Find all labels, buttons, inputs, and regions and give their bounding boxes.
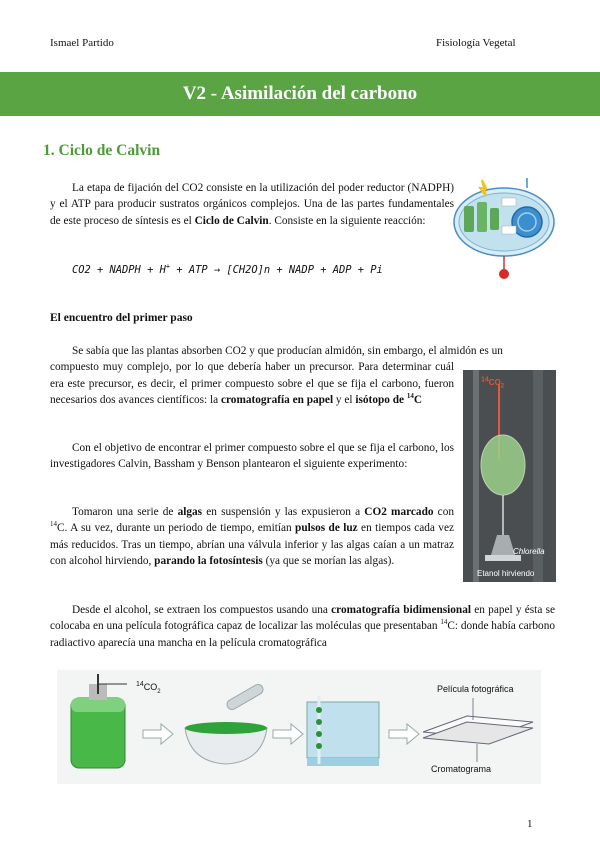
intro-paragraph: La etapa de fijación del CO2 consiste en la utilización del poder reductor (NADPH) y el ATP para producir sustratos orgánicos complejos. Una de las partes fundamentales de este proceso de síntesis es el Ciclo de Calvin. Consiste en la siguiente reacción: bbox=[50, 182, 454, 227]
co2-photo-label: $^{14}CO_2$ bbox=[481, 376, 505, 390]
subsection-title: El encuentro del primer paso bbox=[50, 312, 193, 324]
section-title: 1. Ciclo de Calvin bbox=[43, 142, 161, 159]
header-subject: Fisiología Vegetal bbox=[436, 37, 516, 49]
co2-figure-label: $^{14}CO_2$ bbox=[136, 681, 161, 695]
paragraph-experiment: Tomaron una serie de algas en suspensión y las expusieron a CO2 marcado con $^{14}$C. A su vez, durante un periodo de tiempo, emitían pulsos de luz en tiempos cada vez más reducidos. Tras un tiempo, abrían una válvula inferior y las algas caían a un matraz con alcohol hirviendo, parando la fotosíntesis (ya que se morían las algas). bbox=[50, 506, 454, 568]
precursor-rest: compuesto muy complejo, por lo que debería haber un precursor. Para determinar cuál era este precursor, es decir, el primer compuesto sobre el que se fija el carbono, fueron necesarios dos avances científicos: la bbox=[50, 361, 454, 407]
page-title: V2 - Asimilación del carbono bbox=[182, 83, 418, 104]
paragraph-objective: Con el objetivo de encontrar el primer compuesto sobre el que se fija el carbono, los investigadores Calvin, Bassham y Benson plantearon el siguiente experimento: bbox=[50, 442, 454, 471]
chlorella-label: Chlorella bbox=[513, 547, 545, 556]
paragraph-precursor: Se sabía que las plantas absorben CO2 y que producían almidón, sin embargo, el almidón es un compuesto muy complejo, por lo que debería haber un precursor. Para determinar cuál era este precursor, es decir, el primer compuesto sobre el que se fija el carbono, fueron necesarios dos avances científicos: la cromatografía en papel y el isótopo de $^{14}$C bbox=[50, 343, 555, 423]
precursor-line-1: Se sabía que las plantas absorben CO2 y que producían almidón, sin embargo, el almidón es un bbox=[72, 345, 503, 357]
calvin-equation: CO2 + NADPH + H+ + ATP → [CH2O]n + NADP + ADP + Pi bbox=[72, 262, 383, 276]
pelicula-label: Película fotográfica bbox=[437, 684, 514, 694]
title-banner bbox=[0, 72, 600, 116]
etanol-label: Etanol hirviendo bbox=[477, 569, 535, 578]
chromatography-process-figure bbox=[57, 670, 541, 784]
cromatograma-label: Cromatograma bbox=[431, 764, 492, 774]
chloroplast-diagram bbox=[452, 178, 556, 282]
header-author: Ismael Partido bbox=[50, 37, 114, 49]
page-number: 1 bbox=[527, 818, 533, 830]
paragraph-chromatography: Desde el alcohol, se extraen los compuestos usando una cromatografía bidimensional en papel y ésta se colocaba en una película fotográfica capaz de localizar las moléculas que presentaban $^{14}$C: donde había carbono radiactivo aparecía una mancha en la película cromatográfica bbox=[50, 604, 555, 649]
lollipop-apparatus-photo bbox=[463, 370, 556, 582]
